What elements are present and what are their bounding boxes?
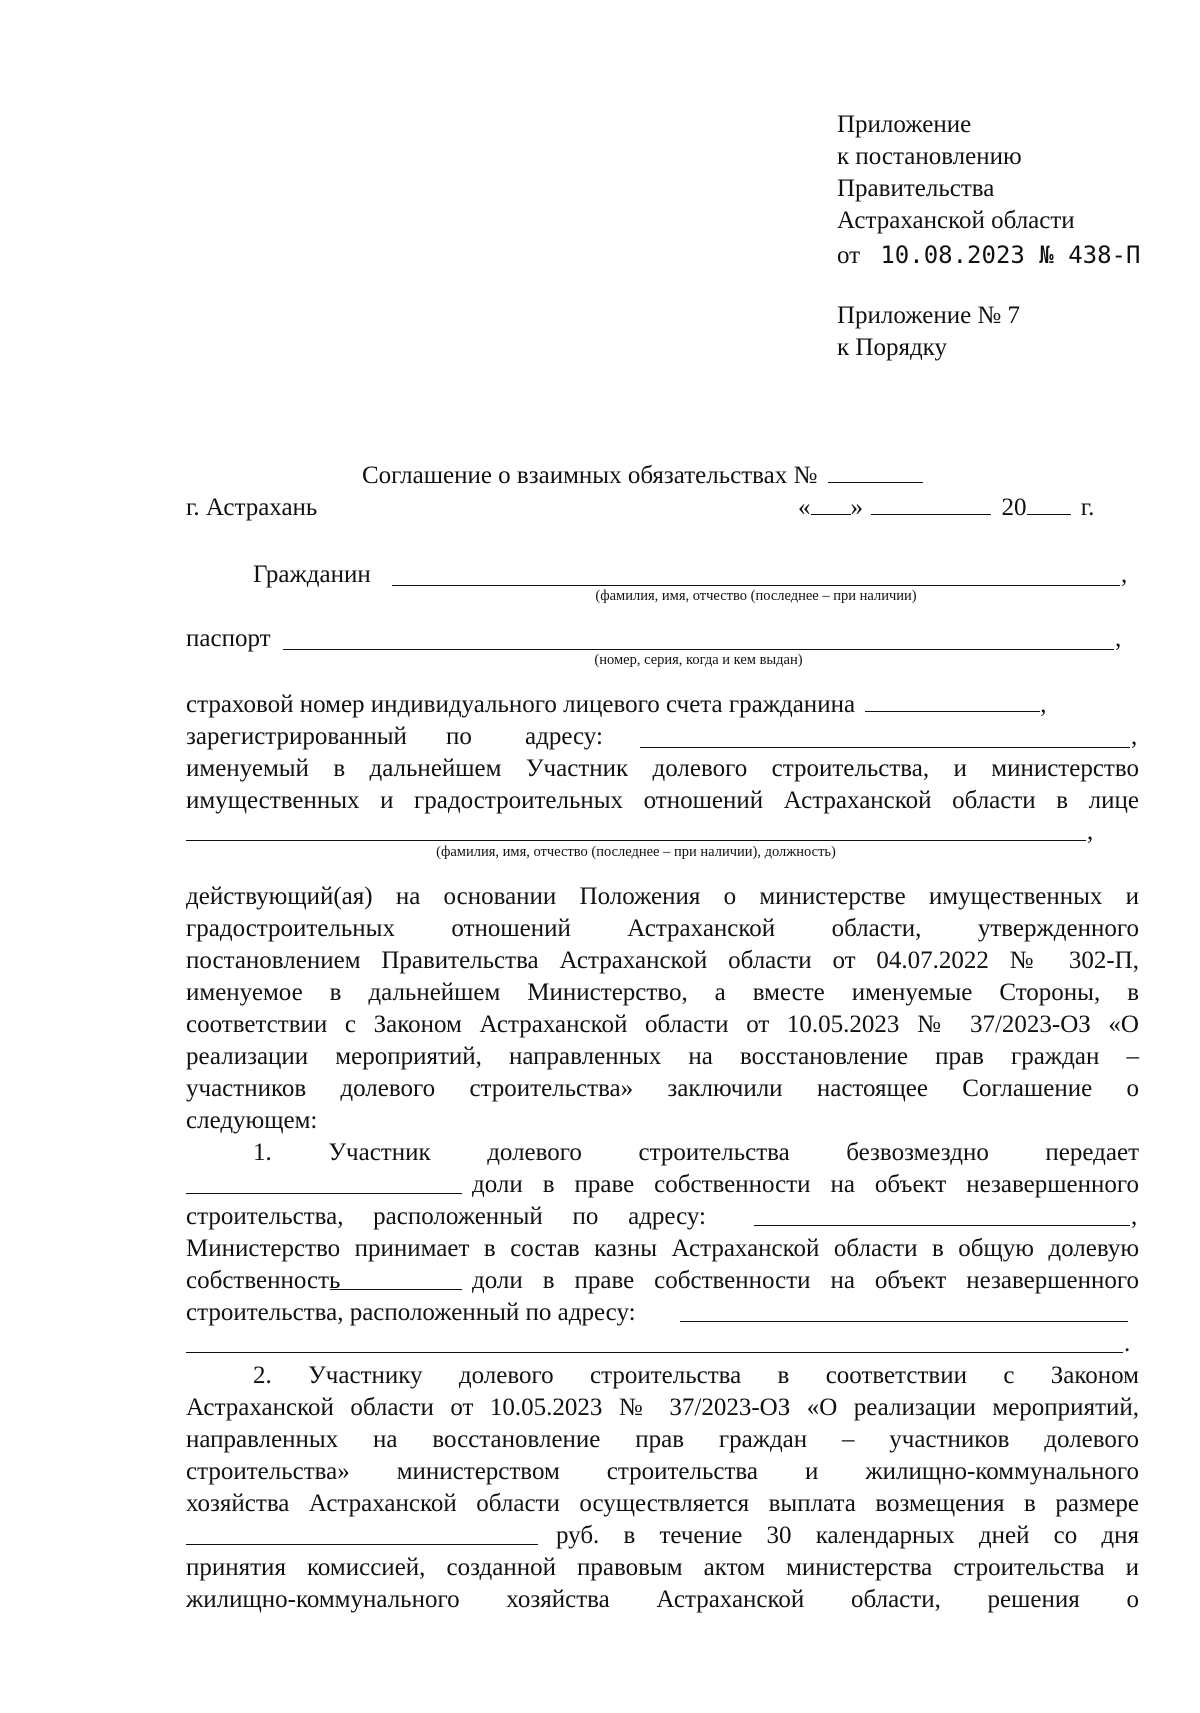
clause2-line-1: 2. Участнику долевого строительства в соответствии с Законом — [253, 1362, 1139, 1389]
clause1-line-4: Министерство принимает в состав казны Астраханской области в общую долевую — [186, 1235, 1139, 1262]
citizen-label: Гражданин — [253, 561, 371, 588]
clause2-line-2: Астраханской области от 10.05.2023 № 37/2023-ОЗ «О реализации мероприятий, — [186, 1394, 1139, 1421]
p2-line-1: действующий(ая) на основании Положения о министерстве имущественных и — [186, 883, 1139, 910]
year-suffix: г. — [1080, 494, 1095, 521]
clause1-line-6: строительства, расположенный по адресу: — [186, 1299, 636, 1326]
reg-address-line — [640, 747, 1130, 748]
clause2-line-8: жилищно-коммунального хозяйства Астраханской области, решения о — [186, 1586, 1139, 1613]
reg-label-1: зарегистрированный — [186, 723, 407, 750]
official-trailing-comma: , — [1087, 818, 1094, 845]
clause2-line-5: хозяйства Астраханской области осуществляется выплата возмещения в размере — [186, 1490, 1139, 1517]
reg-label-3: адресу: — [525, 723, 603, 750]
passport-caption: (номер, серия, когда и кем выдан) — [594, 652, 803, 668]
approval-date-stamp: 10.08.2023 № 438-П — [880, 241, 1141, 269]
citizen-name-line — [392, 585, 1120, 586]
clause1-line-3-trailing: , — [1131, 1203, 1138, 1230]
approval-line-1: Приложение — [837, 111, 972, 138]
clause2-line-4: строительства» министерством строительства и жилищно-коммунального — [186, 1458, 1139, 1485]
date-line — [798, 494, 1094, 522]
citizen-caption: (фамилия, имя, отчество (последнее – при наличии) — [595, 588, 917, 604]
agreement-title-text: Соглашение о взаимных обязательствах № — [362, 462, 818, 489]
snils-blank — [865, 691, 1040, 712]
appendix-line-2: к Порядку — [837, 334, 947, 361]
month-blank — [871, 494, 991, 515]
place-label: г. Астрахань — [186, 494, 318, 521]
day-blank — [811, 494, 851, 515]
p2-line-6: реализации мероприятий, направленных на восстановление прав граждан – — [186, 1043, 1139, 1070]
agreement-number-blank — [828, 462, 923, 483]
clause1-line-5-a: собственность — [186, 1267, 341, 1294]
p2-line-7: участников долевого строительства» заключили настоящее Соглашение о — [186, 1075, 1139, 1102]
clause2-line-7: принятия комиссией, созданной правовым актом министерства строительства и — [186, 1554, 1139, 1581]
clause1-line-1: 1. Участник долевого строительства безвозмездно передает — [253, 1139, 1139, 1166]
clause1-line-5-b: доли в праве собственности на объект незавершенного — [472, 1267, 1139, 1294]
official-caption: (фамилия, имя, отчество (последнее – при наличии), должность) — [436, 844, 836, 860]
year-prefix: 20 — [1001, 494, 1027, 521]
year-blank — [1027, 494, 1071, 515]
passport-line — [283, 649, 1114, 650]
p1-line-4: имущественных и градостроительных отношений Астраханской области в лице — [186, 787, 1139, 814]
clause1-address-blank — [754, 1225, 1130, 1226]
citizen-trailing-comma: , — [1121, 561, 1128, 588]
approval-line-4: Астраханской области — [837, 207, 1075, 234]
p2-line-8: следующем: — [186, 1107, 318, 1134]
reg-trailing-comma: , — [1131, 723, 1138, 750]
clause2-line-6: руб. в течение 30 календарных дней со дня — [556, 1522, 1139, 1549]
snils-text — [186, 691, 1047, 719]
p2-line-5: соответствии с Законом Астраханской области от 10.05.2023 № 37/2023-ОЗ «О — [186, 1011, 1139, 1038]
appendix-line-1: Приложение № 7 — [837, 302, 1021, 329]
clause2-amount-blank — [186, 1544, 538, 1545]
clause1-own-share-blank — [330, 1289, 462, 1290]
clause2-line-3: направленных на восстановление прав граждан – участников долевого — [186, 1426, 1139, 1453]
approval-date-prefix: от — [837, 242, 861, 269]
passport-label: паспорт — [186, 625, 271, 652]
passport-trailing-comma: , — [1115, 625, 1122, 652]
clause1-address2-blank-2 — [186, 1352, 1123, 1353]
p1-line-3: именуемый в дальнейшем Участник долевого строительства, и министерство — [186, 755, 1139, 782]
clause1-address2-blank-1 — [680, 1321, 1128, 1322]
p2-line-4: именуемое в дальнейшем Министерство, а вместе именуемые Стороны, в — [186, 979, 1139, 1006]
clause1-line-7-trailing: . — [1124, 1330, 1131, 1357]
snils-label: страховой номер индивидуального лицевого счета гражданина — [186, 691, 856, 718]
approval-date-line — [837, 241, 1140, 270]
date-close-quote: » — [850, 494, 863, 521]
snils-trailing: , — [1040, 691, 1047, 718]
p2-line-3: постановлением Правительства Астраханской области от 04.07.2022 № 302-П, — [186, 947, 1139, 974]
p2-line-2: градостроительных отношений Астраханской области, утвержденного — [186, 915, 1139, 942]
official-line — [186, 840, 1086, 841]
agreement-title — [362, 462, 923, 490]
clause1-line-3: строительства, расположенный по адресу: — [186, 1203, 706, 1230]
clause1-line-2: доли в праве собственности на объект незавершенного — [472, 1171, 1139, 1198]
approval-line-3: Правительства — [837, 175, 995, 202]
approval-line-2: к постановлению — [837, 143, 1022, 170]
date-open-quote: « — [798, 494, 811, 521]
reg-label-2: по — [446, 723, 472, 750]
clause1-share-blank — [186, 1193, 462, 1194]
